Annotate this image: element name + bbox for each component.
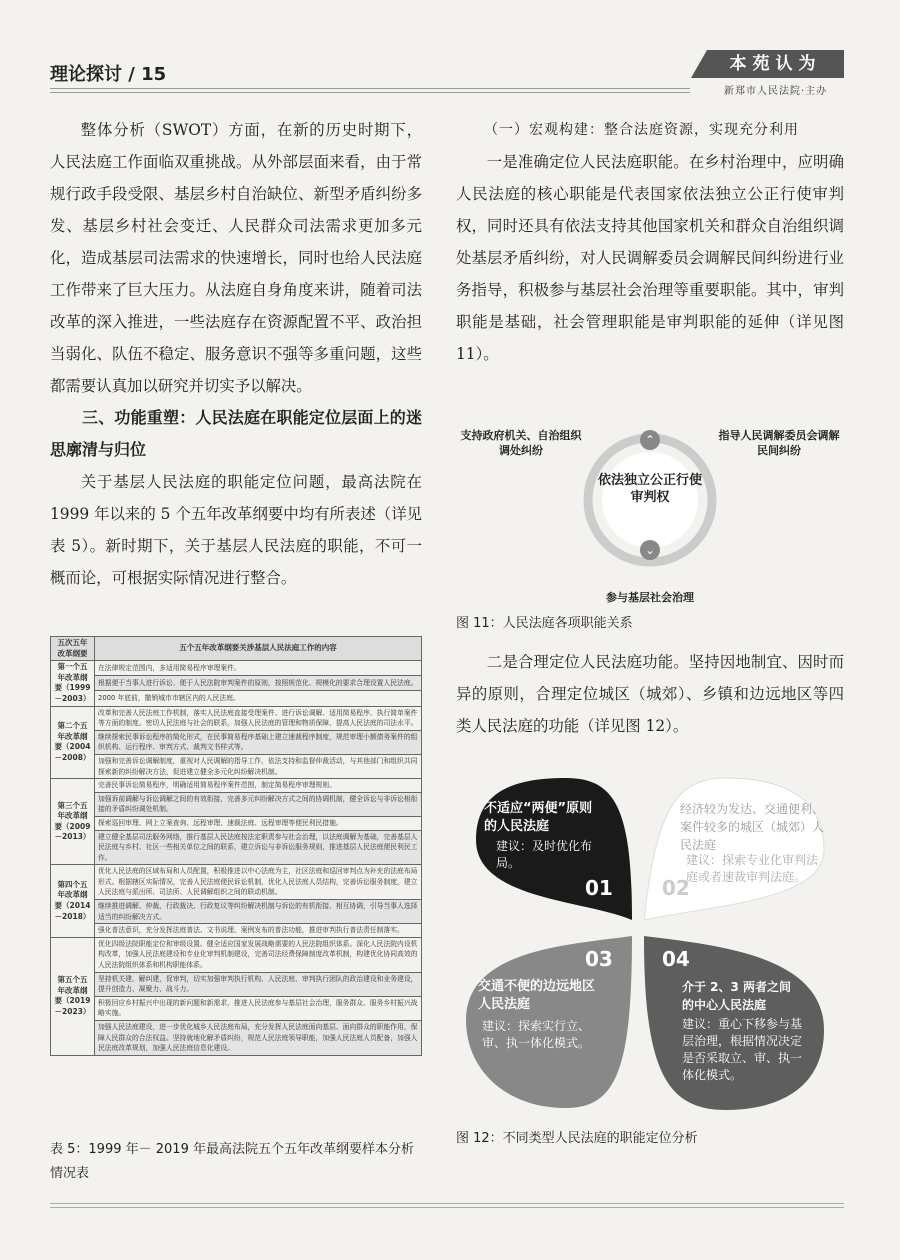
- content-cell: 加强和完善诉讼调解制度，重视对人民调解的指导工作，依法支持和监督仲裁活动，与其他部门和组织共同探索新的纠纷解决方法，促进建立健全多元化纠纷解决机制。: [95, 754, 422, 778]
- content-cell: 加强诉前调解与诉讼调解之间的有效衔接，完善多元纠纷解决方式之间的协调机制，健全诉讼与非诉讼相衔接的矛盾纠纷调处机制。: [95, 792, 422, 816]
- table-row: [51, 900, 422, 924]
- content-cell: 2000 年底前，撤销城市市辖区内的人民法庭。: [95, 691, 422, 706]
- stage-cell: 第三个五年改革纲要（2009－2013）: [51, 779, 95, 865]
- fig11-right: 指导人民调解委员会调解民间纠纷: [718, 429, 840, 457]
- petal-02-note: 建议：探索专业化审判法庭或者速裁审判法庭。: [686, 853, 819, 884]
- fig11-center: 依法独立公正行使审判权: [597, 473, 702, 505]
- content-cell: 完善民事诉讼简易程序，明确适用简易程序案件范围，制定简易程序审理规则。: [95, 779, 422, 793]
- page-number: 15: [141, 64, 167, 85]
- content-cell: 探索巡回审理、网上立案查询、远程审理、速裁法庭、远程审理等便民利民措施。: [95, 816, 422, 830]
- table-row: [51, 816, 422, 830]
- table-row: [51, 865, 422, 900]
- content-cell: 根据便于当事人进行诉讼、便于人民法院审判案件的原则，按照规范化、规模化的要求合理设置人民法庭。: [95, 676, 422, 691]
- content-cell: 加强人民法庭建设，进一步优化城乡人民法庭布局，充分发挥人民法庭面向基层、面向群众的职能作用，保障人民群众的合法权益。坚持就地化解矛盾纠纷，规范人民法庭领导职能，加强人民法庭人员配备，加强人民法庭改革规划，加强人民法庭信息化建设。: [95, 1021, 422, 1056]
- table-row: [51, 754, 422, 778]
- header-rule-2: [50, 92, 690, 93]
- fig11-bottom: 参与基层社会治理: [606, 591, 694, 604]
- content-cell: 在法律规定范围内，多适用简易程序审理案件。: [95, 661, 422, 676]
- table-header: 五个五年改革纲要关涉基层人民法庭工作的内容: [95, 637, 422, 661]
- petal-02-title: 经济较为发达、交通便利、案件较多的城区（城郊）人民法庭: [680, 802, 825, 852]
- footer-rule-2: [50, 1207, 844, 1208]
- right-column-lower: [456, 646, 844, 742]
- content-cell: 继续推进调解、仲裁、行政裁决、行政复议等纠纷解决机制与诉讼的有机衔接、相互协调，引导当事人选择适当的纠纷解决方式。: [95, 900, 422, 924]
- content-cell: 继续探索民事诉讼程序的简化形式，在民事简易程序基础上建立速裁程序制度，规范审理小额债务案件的组织机构、运行程序、审判方式、裁判文书样式等。: [95, 730, 422, 754]
- petal-03-note: 建议：探索实行立、审、执一体化模式。: [482, 1019, 591, 1050]
- content-cell: 建立健全基层司法服务网络，推行基层人民法庭按法定职责参与社会治理，以法庭调解为基础，完善基层人民法庭与乡村、社区一些相关单位之间的联系，建立诉讼与非诉讼服务规则，推进基层人民法庭便民利民工作。: [95, 830, 422, 865]
- table-row: [51, 924, 422, 938]
- table-row: [51, 779, 422, 793]
- petal-03-title: 交通不便的边远地区人民法庭: [478, 979, 596, 1012]
- table-5-caption: 表 5：1999 年－ 2019 年最高法院五个五年改革纲要样本分析情况表: [50, 1142, 414, 1181]
- figure-12-caption: 图 12：不同类型人民法庭的职能定位分析: [456, 1131, 698, 1146]
- figure-11-caption: 图 11：人民法庭各项职能关系: [456, 616, 633, 631]
- table-row: [51, 691, 422, 706]
- sponsor-line: 新郑市人民法院·主办: [724, 86, 828, 97]
- stage-cell: 第一个五年改革纲要（1999－2003）: [51, 661, 95, 706]
- paragraph: 整体分析（SWOT）方面，在新的历史时期下，人民法庭工作面临双重挑战。从外部层面来看，由于常规行政手段受限、基层乡村自治缺位、新型矛盾纠纷多发、基层乡村社会变迁、人民群众司法需求更加多元化，造成基层司法需求的快速增长，同时也给人民法庭工作带来了巨大压力。从法庭自身角度来讲，随着司法改革的深入推进，一些法庭存在资源配置不平、政治担当弱化、队伍不稳定、服务意识不强等多重问题，这些都需要认真加以研究并切实予以解决。: [50, 121, 422, 395]
- content-cell: 坚持机关建、解纠建，促审判，切实加强审判执行机构、人民法庭、审判执行团队的政治建设和业务建设，提升创造力、凝聚力、战斗力。: [95, 972, 422, 996]
- petal-02-number: 02: [662, 876, 690, 900]
- running-header: 理论探讨 / 15: [50, 64, 167, 85]
- content-cell: 强化普法意识，充分发挥法庭普法、文书说理、案例发布的普法功能，推进审判执行普法责任制落实。: [95, 924, 422, 938]
- table-row: [51, 972, 422, 996]
- table-row: [51, 996, 422, 1020]
- table-row: [51, 676, 422, 691]
- header-rule: [50, 88, 690, 89]
- table-row: [51, 706, 422, 730]
- petal-01-title: 不适应“两便”原则的人民法庭: [484, 801, 593, 834]
- content-cell: 优化四级法院职能定位和审级设置。健全适应国家发展战略需要的人民法院组织体系。深化人民法院内设机构改革，加强人民法庭建设和专业化审判机制建设，完善司法经费保障制度改革机制，构建优化协同高效的人民法院组织体系和机构职能体系。: [95, 937, 422, 972]
- section-name: 理论探讨: [50, 64, 122, 85]
- table-row: [51, 730, 422, 754]
- paragraph: 一是准确定位人民法庭职能。在乡村治理中，应明确人民法庭的核心职能是代表国家依法独立公正行使审判权，同时还具有依法支持其他国家机关和群众自治组织调处基层矛盾纠纷，对人民调解委员会调解民间纠纷进行业务指导，积极参与基层社会治理等重要职能。其中，审判职能是基础，社会管理职能是审判职能的延伸（详见图 11）。: [456, 153, 844, 363]
- stage-cell: 第四个五年改革纲要（2014－2018）: [51, 865, 95, 938]
- petal-04-note: 建议：重心下移参与基层治理，根据情况决定是否采取立、审、执一体化模式。: [682, 1017, 803, 1082]
- petal-04-number: 04: [662, 947, 690, 971]
- fig11-left: 支持政府机关、自治组织调处纠纷: [460, 429, 582, 457]
- table-5: [50, 636, 422, 1056]
- petal-01-number: 01: [585, 876, 613, 900]
- table-row: [51, 830, 422, 865]
- column-title: 本苑认为: [707, 50, 844, 78]
- paragraph: 二是合理定位人民法庭功能。坚持因地制宜、因时而异的原则，合理定位城区（城郊）、乡镇和边远地区等四类人民法庭的功能（详见图 12）。: [456, 653, 844, 735]
- table-row: [51, 1021, 422, 1056]
- section-heading: 三、功能重塑：人民法庭在职能定位层面上的迷思廓清与归位: [50, 408, 422, 459]
- table-row: [51, 661, 422, 676]
- stage-cell: 第二个五年改革纲要（2004－2008）: [51, 706, 95, 779]
- stage-cell: 第五个五年改革纲要（2019－2023）: [51, 937, 95, 1055]
- table-row: [51, 937, 422, 972]
- content-cell: 优化人民法庭的区域布局和人员配置，积极推进以中心法庭为主，社区法庭和巡回审判点为补充的法庭布局形式。根据辖区实际情况，完善人民法庭便民诉讼机制，优化人民法庭人员结构，完善诉讼服务制度，建立人民法庭与派出所、司法所、人民调解组织之间的联动机制。: [95, 865, 422, 900]
- table-header: 五次五年改革纲要: [51, 637, 95, 661]
- petal-04-title: 介于 2、3 两者之间的中心人民法庭: [682, 980, 792, 1012]
- content-cell: 积极回应乡村振兴中出现的新问题和新需求，推进人民法庭参与基层社会治理，服务群众、服务乡村振兴战略实施。: [95, 996, 422, 1020]
- chevron-up-icon: ⌃: [640, 430, 660, 450]
- petal-01-note: 建议：及时优化布局。: [496, 839, 593, 870]
- footer-rule: [50, 1203, 844, 1204]
- subheading: （一）宏观构建：整合法庭资源，实现充分利用: [484, 122, 799, 138]
- chevron-down-icon: ⌄: [640, 540, 660, 560]
- content-cell: 改革和完善人民法庭工作机制，落实人民法庭直接受理案件、进行诉讼调解、适用简易程序、执行简单案件等方面的制度。密切人民法庭与社会的联系，加强人民法庭的管理和物质保障，提高人民法庭的司法水平。: [95, 706, 422, 730]
- left-column: [50, 114, 422, 594]
- right-column: [456, 114, 844, 370]
- table-row: [51, 792, 422, 816]
- petal-03-number: 03: [585, 947, 613, 971]
- paragraph: 关于基层人民法庭的职能定位问题，最高法院在 1999 年以来的 5 个五年改革纲要中均有所表述（详见表 5）。新时期下，关于基层人民法庭的职能，不可一概而论，可根据实际情况进行整合。: [50, 473, 422, 587]
